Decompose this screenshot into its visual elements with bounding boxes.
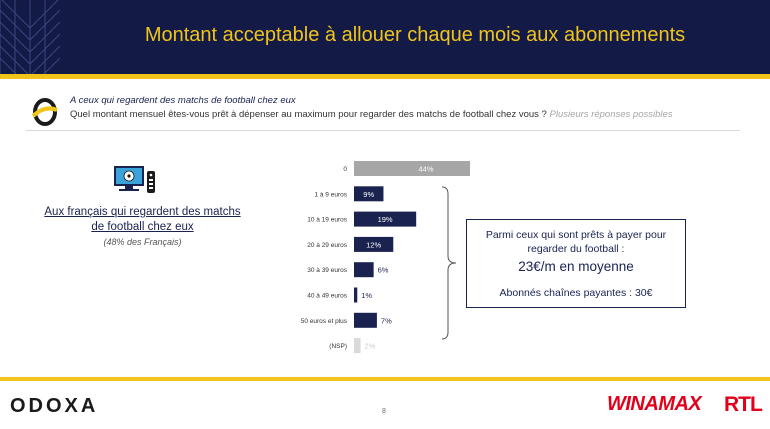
footer-divider <box>0 377 770 381</box>
category-label: (NSP) <box>329 343 347 351</box>
population-line2: de football chez eux <box>91 221 194 233</box>
category-label: 0 <box>343 166 347 173</box>
brace-icon <box>440 186 462 340</box>
callout-paid-subscribers: Abonnés chaînes payantes : 30€ <box>499 287 653 299</box>
bar <box>354 161 470 176</box>
data-label: 44% <box>418 164 434 174</box>
survey-subtitle: A ceux qui regardent des matchs de football chez eux <box>70 95 296 106</box>
category-label: 10 à 19 euros <box>307 216 347 224</box>
category-label: 50 euros et plus <box>300 317 347 325</box>
data-label: 6% <box>377 265 389 275</box>
bar <box>354 338 361 353</box>
data-label: 19% <box>377 215 393 225</box>
callout-intro-a: Parmi ceux qui sont prêts à payer pour <box>485 229 667 241</box>
header-banner <box>0 0 770 74</box>
odoxa-mark-icon <box>31 97 59 127</box>
bar <box>354 313 377 328</box>
odoxa-logo: ODOXA <box>10 395 99 417</box>
population-line1: Aux français qui regardent des matchs <box>44 206 241 218</box>
population-label <box>20 205 265 235</box>
average-callout <box>466 219 686 308</box>
rtl-logo: RTL <box>724 393 762 416</box>
population-note: (48% des Français) <box>103 237 182 247</box>
category-label: 30 à 39 euros <box>307 267 347 275</box>
section-divider <box>26 130 740 131</box>
page-number: 8 <box>382 408 386 415</box>
survey-question <box>70 109 673 120</box>
page-title: Montant acceptable à allouer chaque mois aux abonnements <box>144 24 686 46</box>
data-label: 1% <box>361 291 373 300</box>
header-pattern-icon <box>0 0 60 74</box>
header-divider <box>0 74 770 79</box>
data-label: 2% <box>364 341 376 351</box>
question-text: Quel montant mensuel êtes-vous prêt à dépenser au maximum pour regarder des matchs de football chez vous ? <box>70 109 547 120</box>
category-label: 20 à 29 euros <box>307 241 347 249</box>
callout-intro <box>467 228 685 256</box>
bar <box>354 262 374 277</box>
callout-intro-b: regarder du football : <box>527 243 625 255</box>
question-hint: Plusieurs réponses possibles <box>549 109 673 120</box>
callout-average: 23€/m en moyenne <box>518 259 634 274</box>
tv-football-icon <box>113 163 161 199</box>
category-label: 40 à 49 euros <box>307 292 347 300</box>
winamax-logo: WINAMAX <box>607 393 702 415</box>
bar <box>354 288 357 303</box>
data-label: 7% <box>380 316 392 326</box>
category-label: 1 à 9 euros <box>314 191 347 199</box>
data-label: 9% <box>363 189 375 199</box>
data-label: 12% <box>366 240 382 250</box>
